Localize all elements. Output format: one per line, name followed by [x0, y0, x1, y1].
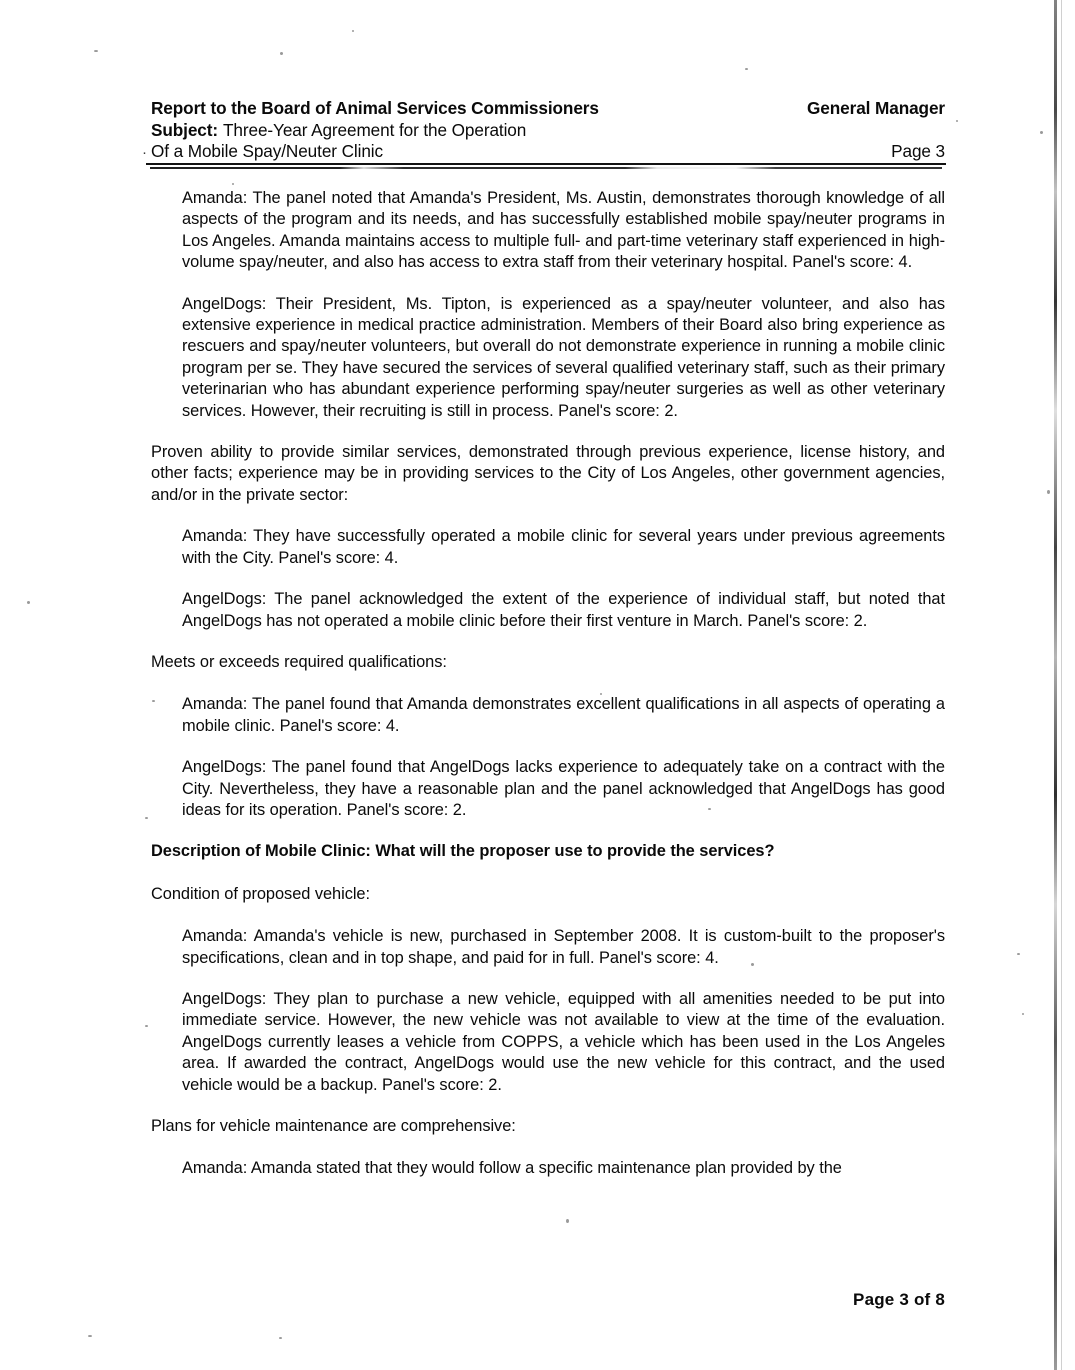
scan-speck [27, 601, 30, 604]
scan-speck [745, 68, 748, 70]
amanda-maintenance-paragraph: Amanda: Amanda stated that they would follow a specific maintenance plan provided by the [182, 1159, 842, 1178]
angeldogs-staff-paragraph: AngelDogs: Their President, Ms. Tipton, is experienced as a spay/neuter volunteer, and also has extensive experience in medical practice administration. Members of their Board also bring experience as rescuers and spay/neuter volunteers, but overall do not demonstrate experience in running a mobile clinic program per se. They have secured the services of several qualified veterinary staff, such as their primary veterinarian who has abundant experience performing spay/neuter surgeries as well as other veterinary services. However, their recruiting is still in process. Panel's score: 2. [182, 294, 945, 420]
header-divider [146, 163, 946, 170]
criterion-proven-ability: Proven ability to provide similar services, demonstrated through previous experience, license history, and other facts; experience may be in providing services to the City of Los Angeles, other government agencies, and/or in the private sector: [151, 443, 945, 504]
scan-speck [956, 120, 958, 122]
amanda-qualifications-paragraph: Amanda: The panel found that Amanda demonstrates excellent qualifications in all aspects of operating a mobile clinic. Panel's score: 4. [182, 695, 945, 735]
document-footer [151, 1290, 945, 1310]
scan-speck [1017, 953, 1020, 955]
scan-speck [280, 52, 283, 55]
header-row-subject [151, 120, 945, 142]
scan-speck [1022, 1013, 1024, 1015]
scan-speck [232, 183, 234, 185]
document-body [151, 188, 945, 1199]
header-divider-line-bottom [150, 167, 942, 169]
header-divider-line-top [146, 163, 946, 165]
report-title: Report to the Board of Animal Services Commissioners [151, 98, 599, 118]
scan-speck [94, 50, 98, 52]
scan-speck [145, 817, 148, 819]
subject-line [151, 120, 526, 142]
document-header [142, 98, 945, 163]
general-manager-label: General Manager [807, 98, 945, 118]
scan-speck [88, 1335, 92, 1337]
scan-speck [352, 30, 354, 32]
scan-speck [279, 1337, 282, 1339]
angeldogs-vehicle-paragraph: AngelDogs: They plan to purchase a new vehicle, equipped with all amenities needed to be put into immediate service. However, the new vehicle was not available to view at the time of the evaluation. AngelDogs currently leases a vehicle from COPPS, a vehicle which has been used in the Los Angeles area. If awarded the contract, AngelDogs would use the new vehicle for this contract, and the used vehicle would be a backup. Panel's score: 2. [182, 989, 945, 1094]
subject-text-line2: Of a Mobile Spay/Neuter Clinic [151, 141, 383, 161]
criterion-vehicle-maintenance: Plans for vehicle maintenance are comprehensive: [151, 1117, 516, 1135]
criterion-condition-of-vehicle: Condition of proposed vehicle: [151, 884, 371, 903]
scan-edge-artifact-inner [1061, 0, 1062, 1370]
scan-edge-artifact [1054, 0, 1057, 1370]
subject-text-line1: Three-Year Agreement for the Operation [223, 119, 527, 140]
angeldogs-proven-ability-paragraph: AngelDogs: The panel acknowledged the extent of the experience of individual staff, but noted that AngelDogs has not operated a mobile clinic before their first venture in March. Panel's score: 2. [182, 590, 945, 630]
amanda-staff-paragraph: Amanda: The panel noted that Amanda's President, Ms. Austin, demonstrates thorough knowledge of all aspects of the program and its needs, and has successfully established mobile spay/neuter programs in Los Angeles. Amanda maintains access to multiple full- and part-time veterinary staff experienced in high-volume spay/neuter, and also has access to extra staff from their veterinary hospital. Panel's score: 4. [182, 189, 945, 272]
angeldogs-qualifications-paragraph: AngelDogs: The panel found that AngelDogs lacks experience to adequately take on a contract with the City. Nevertheless, they have a reasonable plan and the panel acknowledged that AngelDogs has good ideas for its operation. Panel's score: 2. [182, 758, 945, 819]
scan-speck-margin: · [142, 144, 147, 161]
scan-speck [1040, 131, 1043, 134]
scan-speck [566, 1219, 569, 1223]
amanda-proven-ability-paragraph: Amanda: They have successfully operated a mobile clinic for several years under previous agreements with the City. Panel's score: 4. [182, 527, 945, 567]
footer-page-number: Page 3 of 8 [853, 1290, 945, 1309]
scan-speck [1047, 490, 1050, 494]
amanda-vehicle-paragraph: Amanda: Amanda's vehicle is new, purchased in September 2008. It is custom-built to the proposer's specifications, clean and in top shape, and paid for in full. Panel's score: 4. [182, 927, 945, 967]
header-row-subject-cont [151, 141, 945, 163]
section-heading-description-of-mobile-clinic: Description of Mobile Clinic: What will the proposer use to provide the services? [151, 842, 775, 861]
scan-speck [145, 1025, 148, 1027]
criterion-meets-qualifications: Meets or exceeds required qualifications: [151, 652, 447, 671]
header-row-title [151, 98, 945, 120]
page-marker: Page 3 [891, 141, 945, 161]
subject-label: Subject: [151, 119, 219, 140]
